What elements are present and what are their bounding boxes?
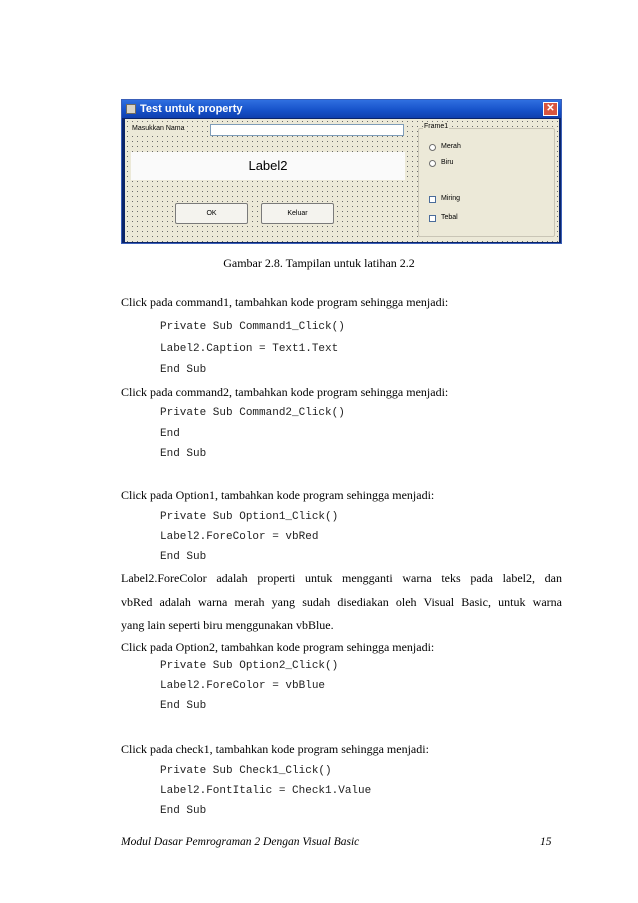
figure-caption: Gambar 2.8. Tampilan untuk latihan 2.2 — [223, 256, 415, 270]
opt2-intro: Click pada Option2, tambahkan kode program sehingga menjadi: — [121, 640, 435, 654]
check-miring-box — [429, 196, 436, 203]
form-title: Test untuk property — [140, 103, 243, 115]
page-number: 15 — [540, 836, 552, 848]
code-line: Private Sub Command2_Click() — [160, 407, 345, 419]
code-line: Private Sub Option1_Click() — [160, 511, 339, 523]
ok-button: OK — [175, 203, 248, 224]
frame1-title: Frame1 — [424, 123, 449, 130]
opt1-intro: Click pada Option1, tambahkan kode program sehingga menjadi: — [121, 488, 435, 502]
form-title-bar — [122, 100, 561, 118]
code-line: Label2.ForeColor = vbRed — [160, 531, 319, 543]
option-merah-label: Merah — [441, 143, 461, 150]
code-line: End Sub — [160, 551, 207, 563]
option-merah-radio — [429, 144, 436, 151]
vb-form-figure — [121, 99, 562, 244]
keluar-button: Keluar — [261, 203, 334, 224]
close-icon: ✕ — [543, 102, 558, 116]
code-line: Label2.FontItalic = Check1.Value — [160, 785, 372, 797]
check-tebal-box — [429, 215, 436, 222]
code-line: End — [160, 428, 180, 440]
explain-line: yang lain seperti biru menggunakan vbBlue. — [121, 618, 334, 632]
code-line: End Sub — [160, 700, 207, 712]
code-line: End Sub — [160, 364, 207, 376]
cmd1-intro: Click pada command1, tambahkan kode program sehingga menjadi: — [121, 295, 449, 309]
code-line: Private Sub Command1_Click() — [160, 321, 345, 333]
text1-input — [210, 124, 404, 136]
label2: Label2 — [131, 152, 405, 180]
footer-title: Modul Dasar Pemrograman 2 Dengan Visual Basic — [121, 836, 360, 848]
form-client-area — [125, 119, 559, 242]
frame1 — [418, 128, 555, 237]
explain-line: vbRed adalah warna merah yang sudah disediakan oleh Visual Basic, untuk warna — [121, 595, 562, 609]
option-biru-label: Biru — [441, 159, 454, 166]
chk1-intro: Click pada check1, tambahkan kode program sehingga menjadi: — [121, 742, 429, 756]
check-tebal-label: Tebal — [441, 214, 458, 221]
code-line: End Sub — [160, 448, 207, 460]
code-line: Label2.ForeColor = vbBlue — [160, 680, 326, 692]
check-miring-label: Miring — [441, 195, 461, 202]
label-masukkan-nama: Masukkan Nama — [132, 125, 185, 132]
cmd2-intro: Click pada command2, tambahkan kode program sehingga menjadi: — [121, 385, 449, 399]
explain-line: Label2.ForeColor adalah properti untuk mengganti warna teks pada label2, dan — [121, 571, 562, 585]
option-biru-radio — [429, 160, 436, 167]
form-icon — [126, 104, 136, 114]
code-line: Private Sub Option2_Click() — [160, 660, 339, 672]
code-line: Label2.Caption = Text1.Text — [160, 343, 339, 355]
code-line: End Sub — [160, 805, 207, 817]
code-line: Private Sub Check1_Click() — [160, 765, 332, 777]
